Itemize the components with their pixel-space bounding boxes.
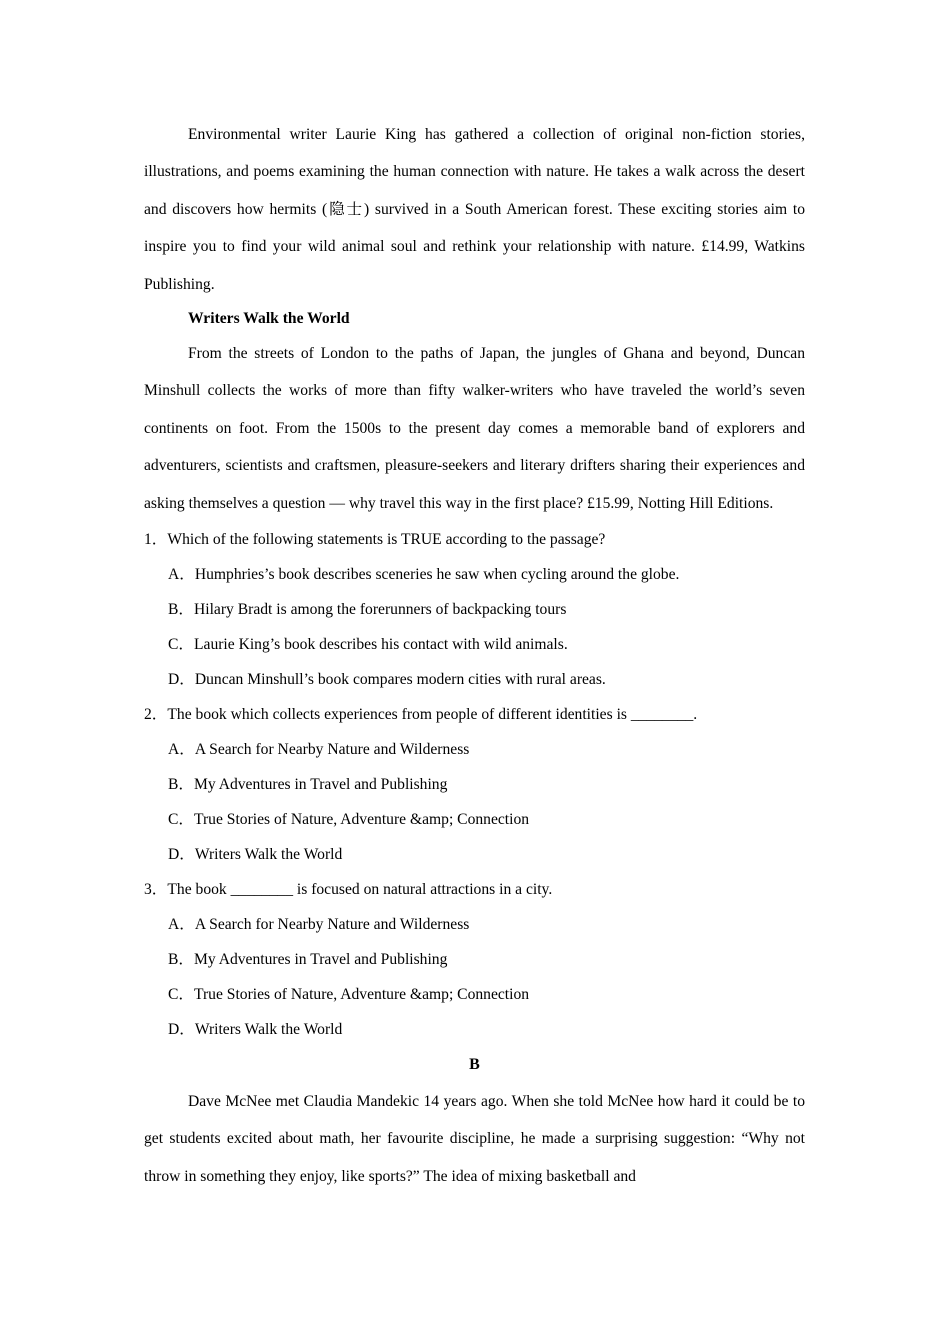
answer-option: A．Humphries’s book describes sceneries he saw when cycling around the globe. xyxy=(168,566,680,584)
book-description-paragraph: From the streets of London to the paths of Japan, the jungles of Ghana and beyond, Duncan Minshull collects the works of more than fifty walker-writers who have traveled the world’s seven continents on foot. From the 1500s to the present day comes a memorable band of explorers and adventurers, scientists and craftsmen, pleasure-seekers and literary drifters sharing their experiences and asking themselves a question — why travel this way in the first place? £15.99, Notting Hill Editions. xyxy=(144,345,805,512)
answer-option: A．A Search for Nearby Nature and Wilderness xyxy=(168,741,470,759)
answer-option: D．Writers Walk the World xyxy=(168,846,343,864)
answer-option: C．True Stories of Nature, Adventure &amp; Connection xyxy=(168,811,530,829)
book-description-paragraph: Environmental writer Laurie King has gathered a collection of original non-fiction stories, illustrations, and poems examining the human connection with nature. He takes a walk across the desert and discovers how hermits (隐士) survived in a South American forest. These exciting stories aim to inspire you to find your wild animal soul and rethink your relationship with nature. £14.99, Watkins Publishing. xyxy=(144,126,805,293)
answer-option: D．Duncan Minshull’s book compares modern cities with rural areas. xyxy=(168,671,606,689)
document-page xyxy=(144,116,805,1195)
answer-option: A．A Search for Nearby Nature and Wilderness xyxy=(168,916,470,934)
book-title: Writers Walk the World xyxy=(188,310,350,328)
answer-option: C．True Stories of Nature, Adventure &amp; Connection xyxy=(168,986,530,1004)
passage-b-paragraph: Dave McNee met Claudia Mandekic 14 years ago. When she told McNee how hard it could be to get students excited about math, her favourite discipline, he made a surprising suggestion: “Why not throw in something they enjoy, like sports?” The idea of mixing basketball and xyxy=(144,1093,805,1185)
answer-option: B．Hilary Bradt is among the forerunners of backpacking tours xyxy=(168,601,567,619)
question-stem: 2．The book which collects experiences from people of different identities is ________. xyxy=(144,706,698,724)
question-2 xyxy=(144,697,805,872)
question-3 xyxy=(144,872,805,1047)
section-heading: B xyxy=(469,1056,480,1074)
question-stem: 3．The book ________ is focused on natural attractions in a city. xyxy=(144,881,553,899)
answer-option: B．My Adventures in Travel and Publishing xyxy=(168,776,448,794)
answer-option: D．Writers Walk the World xyxy=(168,1021,343,1039)
question-1 xyxy=(144,522,805,697)
answer-option: C．Laurie King’s book describes his contact with wild animals. xyxy=(168,636,568,654)
question-stem: 1．Which of the following statements is TRUE according to the passage? xyxy=(144,531,606,549)
answer-option: B．My Adventures in Travel and Publishing xyxy=(168,951,448,969)
